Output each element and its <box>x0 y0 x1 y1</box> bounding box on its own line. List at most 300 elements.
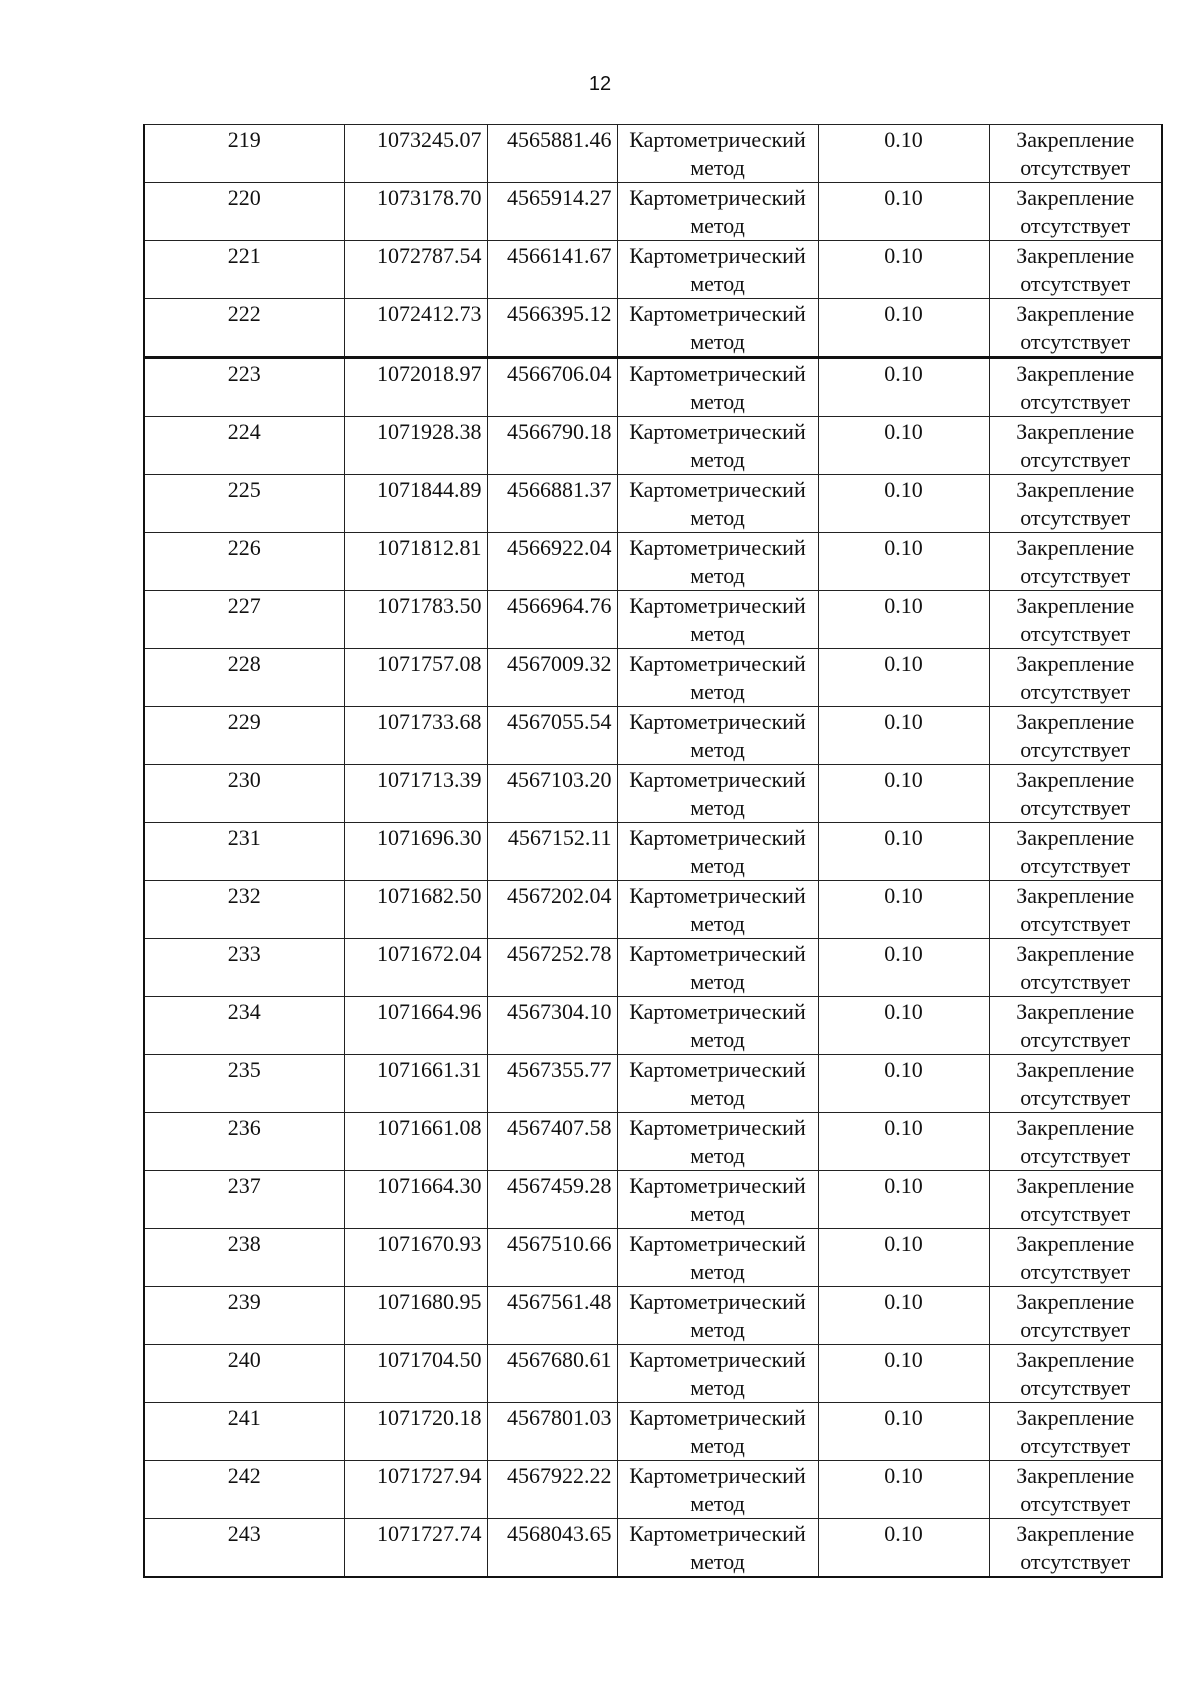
x-coordinate-cell <box>344 183 487 241</box>
accuracy-cell <box>818 358 989 417</box>
description-cell <box>989 939 1162 997</box>
point-number-cell <box>144 1113 344 1171</box>
point-number-cell-text: 220 <box>227 185 261 210</box>
y-coordinate-cell-text: 4567252.78 <box>507 941 612 966</box>
point-number-cell <box>144 765 344 823</box>
x-coordinate-cell <box>344 1171 487 1229</box>
description-cell-text: Закрепление отсутствует <box>1016 1521 1135 1574</box>
accuracy-cell <box>818 881 989 939</box>
method-cell <box>617 649 818 707</box>
method-cell-text: Картометрический метод <box>629 477 806 530</box>
accuracy-cell-text: 0.10 <box>884 243 923 268</box>
point-number-cell <box>144 475 344 533</box>
y-coordinate-cell-text: 4567009.32 <box>507 651 612 676</box>
y-coordinate-cell <box>487 1229 617 1287</box>
method-cell-text: Картометрический метод <box>629 361 806 414</box>
point-number-cell-text: 242 <box>227 1463 261 1488</box>
x-coordinate-cell-text: 1072787.54 <box>377 243 482 268</box>
point-number-cell-text: 233 <box>227 941 261 966</box>
y-coordinate-cell <box>487 533 617 591</box>
accuracy-cell <box>818 417 989 475</box>
accuracy-cell <box>818 997 989 1055</box>
table-row <box>144 125 1162 183</box>
method-cell <box>617 1461 818 1519</box>
method-cell <box>617 591 818 649</box>
x-coordinate-cell <box>344 1461 487 1519</box>
y-coordinate-cell-text: 4567561.48 <box>507 1289 612 1314</box>
description-cell <box>989 299 1162 358</box>
x-coordinate-cell-text: 1071720.18 <box>377 1405 482 1430</box>
accuracy-cell-text: 0.10 <box>884 477 923 502</box>
y-coordinate-cell-text: 4566964.76 <box>507 593 612 618</box>
y-coordinate-cell <box>487 939 617 997</box>
y-coordinate-cell <box>487 358 617 417</box>
x-coordinate-cell <box>344 1113 487 1171</box>
x-coordinate-cell-text: 1071664.30 <box>377 1173 482 1198</box>
description-cell <box>989 1113 1162 1171</box>
accuracy-cell-text: 0.10 <box>884 941 923 966</box>
point-number-cell <box>144 358 344 417</box>
description-cell <box>989 1287 1162 1345</box>
y-coordinate-cell-text: 4565914.27 <box>507 185 612 210</box>
y-coordinate-cell <box>487 1113 617 1171</box>
x-coordinate-cell <box>344 881 487 939</box>
point-number-cell-text: 221 <box>227 243 261 268</box>
description-cell-text: Закрепление отсутствует <box>1016 651 1135 704</box>
method-cell-text: Картометрический метод <box>629 883 806 936</box>
method-cell-text: Картометрический метод <box>629 999 806 1052</box>
method-cell <box>617 765 818 823</box>
y-coordinate-cell <box>487 1287 617 1345</box>
x-coordinate-cell <box>344 1403 487 1461</box>
method-cell-text: Картометрический метод <box>629 825 806 878</box>
method-cell <box>617 125 818 183</box>
y-coordinate-cell <box>487 475 617 533</box>
method-cell <box>617 1113 818 1171</box>
accuracy-cell-text: 0.10 <box>884 535 923 560</box>
x-coordinate-cell <box>344 1345 487 1403</box>
point-number-cell <box>144 241 344 299</box>
x-coordinate-cell <box>344 241 487 299</box>
y-coordinate-cell-text: 4567304.10 <box>507 999 612 1024</box>
point-number-cell <box>144 649 344 707</box>
description-cell-text: Закрепление отсутствует <box>1016 1173 1135 1226</box>
point-number-cell <box>144 299 344 358</box>
description-cell-text: Закрепление отсутствует <box>1016 1347 1135 1400</box>
table-row <box>144 1461 1162 1519</box>
x-coordinate-cell-text: 1072412.73 <box>377 301 482 326</box>
table-row <box>144 823 1162 881</box>
method-cell-text: Картометрический метод <box>629 651 806 704</box>
x-coordinate-cell-text: 1071713.39 <box>377 767 482 792</box>
method-cell <box>617 1519 818 1578</box>
description-cell <box>989 765 1162 823</box>
x-coordinate-cell <box>344 649 487 707</box>
table-row <box>144 417 1162 475</box>
accuracy-cell <box>818 1113 989 1171</box>
table-row <box>144 1403 1162 1461</box>
x-coordinate-cell-text: 1073245.07 <box>377 127 482 152</box>
point-number-cell <box>144 939 344 997</box>
y-coordinate-cell <box>487 1171 617 1229</box>
point-number-cell <box>144 417 344 475</box>
x-coordinate-cell <box>344 1287 487 1345</box>
table-row <box>144 591 1162 649</box>
x-coordinate-cell-text: 1071661.08 <box>377 1115 482 1140</box>
table-row <box>144 241 1162 299</box>
point-number-cell-text: 235 <box>227 1057 261 1082</box>
point-number-cell-text: 241 <box>227 1405 261 1430</box>
x-coordinate-cell <box>344 591 487 649</box>
method-cell <box>617 707 818 765</box>
method-cell <box>617 183 818 241</box>
point-number-cell <box>144 183 344 241</box>
accuracy-cell-text: 0.10 <box>884 301 923 326</box>
point-number-cell <box>144 1055 344 1113</box>
accuracy-cell <box>818 475 989 533</box>
table-row <box>144 299 1162 358</box>
description-cell <box>989 183 1162 241</box>
page-number: 12 <box>588 73 612 95</box>
description-cell-text: Закрепление отсутствует <box>1016 941 1135 994</box>
description-cell <box>989 125 1162 183</box>
point-number-cell <box>144 823 344 881</box>
method-cell <box>617 1287 818 1345</box>
x-coordinate-cell-text: 1073178.70 <box>377 185 482 210</box>
x-coordinate-cell-text: 1071704.50 <box>377 1347 482 1372</box>
description-cell <box>989 1519 1162 1578</box>
accuracy-cell <box>818 707 989 765</box>
point-number-cell-text: 230 <box>227 767 261 792</box>
method-cell <box>617 1171 818 1229</box>
description-cell-text: Закрепление отсутствует <box>1016 419 1135 472</box>
accuracy-cell <box>818 649 989 707</box>
accuracy-cell <box>818 765 989 823</box>
method-cell <box>617 475 818 533</box>
accuracy-cell-text: 0.10 <box>884 709 923 734</box>
accuracy-cell <box>818 1287 989 1345</box>
table-row <box>144 1171 1162 1229</box>
description-cell-text: Закрепление отсутствует <box>1016 477 1135 530</box>
method-cell <box>617 417 818 475</box>
accuracy-cell <box>818 1229 989 1287</box>
point-number-cell-text: 243 <box>227 1521 261 1546</box>
table-row <box>144 881 1162 939</box>
point-number-cell-text: 237 <box>227 1173 261 1198</box>
accuracy-cell-text: 0.10 <box>884 1347 923 1372</box>
table-row <box>144 1055 1162 1113</box>
description-cell-text: Закрепление отсутствует <box>1016 127 1135 180</box>
x-coordinate-cell-text: 1071680.95 <box>377 1289 482 1314</box>
method-cell <box>617 241 818 299</box>
point-number-cell-text: 226 <box>227 535 261 560</box>
point-number-cell-text: 240 <box>227 1347 261 1372</box>
point-number-cell-text: 236 <box>227 1115 261 1140</box>
y-coordinate-cell <box>487 183 617 241</box>
table-row <box>144 649 1162 707</box>
point-number-cell <box>144 1345 344 1403</box>
point-number-cell <box>144 1171 344 1229</box>
x-coordinate-cell <box>344 417 487 475</box>
point-number-cell-text: 224 <box>227 419 261 444</box>
y-coordinate-cell-text: 4566790.18 <box>507 419 612 444</box>
accuracy-cell-text: 0.10 <box>884 825 923 850</box>
accuracy-cell <box>818 591 989 649</box>
point-number-cell <box>144 1461 344 1519</box>
point-number-cell-text: 229 <box>227 709 261 734</box>
x-coordinate-cell-text: 1072018.97 <box>377 361 482 386</box>
x-coordinate-cell <box>344 765 487 823</box>
table-row <box>144 1345 1162 1403</box>
y-coordinate-cell <box>487 241 617 299</box>
y-coordinate-cell <box>487 707 617 765</box>
description-cell <box>989 823 1162 881</box>
table-row <box>144 475 1162 533</box>
point-number-cell <box>144 591 344 649</box>
x-coordinate-cell <box>344 358 487 417</box>
method-cell <box>617 299 818 358</box>
coordinates-table <box>143 124 1163 1578</box>
description-cell <box>989 997 1162 1055</box>
description-cell <box>989 591 1162 649</box>
y-coordinate-cell-text: 4566706.04 <box>507 361 612 386</box>
method-cell <box>617 1403 818 1461</box>
point-number-cell <box>144 881 344 939</box>
x-coordinate-cell <box>344 1229 487 1287</box>
y-coordinate-cell-text: 4565881.46 <box>507 127 612 152</box>
method-cell-text: Картометрический метод <box>629 243 806 296</box>
point-number-cell-text: 239 <box>227 1289 261 1314</box>
y-coordinate-cell-text: 4566395.12 <box>507 301 612 326</box>
description-cell-text: Закрепление отсутствует <box>1016 709 1135 762</box>
point-number-cell-text: 238 <box>227 1231 261 1256</box>
accuracy-cell-text: 0.10 <box>884 1231 923 1256</box>
y-coordinate-cell-text: 4567202.04 <box>507 883 612 908</box>
y-coordinate-cell <box>487 125 617 183</box>
y-coordinate-cell-text: 4567407.58 <box>507 1115 612 1140</box>
y-coordinate-cell <box>487 1345 617 1403</box>
table-row <box>144 997 1162 1055</box>
x-coordinate-cell <box>344 1519 487 1578</box>
y-coordinate-cell-text: 4567355.77 <box>507 1057 612 1082</box>
description-cell-text: Закрепление отсутствует <box>1016 767 1135 820</box>
x-coordinate-cell <box>344 707 487 765</box>
description-cell-text: Закрепление отсутствует <box>1016 593 1135 646</box>
x-coordinate-cell-text: 1071727.74 <box>377 1521 482 1546</box>
accuracy-cell <box>818 125 989 183</box>
y-coordinate-cell-text: 4567459.28 <box>507 1173 612 1198</box>
point-number-cell <box>144 1519 344 1578</box>
description-cell-text: Закрепление отсутствует <box>1016 243 1135 296</box>
y-coordinate-cell-text: 4567103.20 <box>507 767 612 792</box>
x-coordinate-cell-text: 1071661.31 <box>377 1057 482 1082</box>
description-cell <box>989 881 1162 939</box>
accuracy-cell <box>818 1519 989 1578</box>
y-coordinate-cell-text: 4567801.03 <box>507 1405 612 1430</box>
y-coordinate-cell <box>487 1055 617 1113</box>
method-cell-text: Картометрический метод <box>629 1115 806 1168</box>
y-coordinate-cell <box>487 591 617 649</box>
x-coordinate-cell <box>344 475 487 533</box>
y-coordinate-cell <box>487 823 617 881</box>
accuracy-cell-text: 0.10 <box>884 361 923 386</box>
accuracy-cell-text: 0.10 <box>884 419 923 444</box>
y-coordinate-cell-text: 4567680.61 <box>507 1347 612 1372</box>
description-cell-text: Закрепление отсутствует <box>1016 1463 1135 1516</box>
accuracy-cell <box>818 1055 989 1113</box>
accuracy-cell-text: 0.10 <box>884 651 923 676</box>
method-cell-text: Картометрический метод <box>629 1173 806 1226</box>
description-cell <box>989 1345 1162 1403</box>
accuracy-cell <box>818 939 989 997</box>
x-coordinate-cell-text: 1071733.68 <box>377 709 482 734</box>
x-coordinate-cell <box>344 299 487 358</box>
y-coordinate-cell <box>487 1519 617 1578</box>
y-coordinate-cell-text: 4566922.04 <box>507 535 612 560</box>
method-cell <box>617 997 818 1055</box>
method-cell-text: Картометрический метод <box>629 593 806 646</box>
description-cell-text: Закрепление отсутствует <box>1016 883 1135 936</box>
accuracy-cell-text: 0.10 <box>884 593 923 618</box>
method-cell-text: Картометрический метод <box>629 185 806 238</box>
method-cell-text: Картометрический метод <box>629 1405 806 1458</box>
description-cell <box>989 1403 1162 1461</box>
y-coordinate-cell-text: 4567510.66 <box>507 1231 612 1256</box>
y-coordinate-cell <box>487 649 617 707</box>
accuracy-cell <box>818 1461 989 1519</box>
y-coordinate-cell-text: 4568043.65 <box>507 1521 612 1546</box>
description-cell-text: Закрепление отсутствует <box>1016 185 1135 238</box>
y-coordinate-cell-text: 4566141.67 <box>507 243 612 268</box>
method-cell-text: Картометрический метод <box>629 709 806 762</box>
accuracy-cell-text: 0.10 <box>884 185 923 210</box>
x-coordinate-cell-text: 1071727.94 <box>377 1463 482 1488</box>
method-cell-text: Картометрический метод <box>629 941 806 994</box>
method-cell <box>617 1345 818 1403</box>
description-cell <box>989 533 1162 591</box>
point-number-cell-text: 234 <box>227 999 261 1024</box>
y-coordinate-cell-text: 4567055.54 <box>507 709 612 734</box>
method-cell-text: Картометрический метод <box>629 535 806 588</box>
description-cell-text: Закрепление отсутствует <box>1016 1289 1135 1342</box>
description-cell-text: Закрепление отсутствует <box>1016 535 1135 588</box>
x-coordinate-cell-text: 1071928.38 <box>377 419 482 444</box>
x-coordinate-cell <box>344 125 487 183</box>
point-number-cell <box>144 1403 344 1461</box>
method-cell-text: Картометрический метод <box>629 1057 806 1110</box>
y-coordinate-cell <box>487 299 617 358</box>
method-cell-text: Картометрический метод <box>629 1521 806 1574</box>
method-cell <box>617 358 818 417</box>
y-coordinate-cell-text: 4566881.37 <box>507 477 612 502</box>
accuracy-cell-text: 0.10 <box>884 767 923 792</box>
point-number-cell <box>144 125 344 183</box>
point-number-cell-text: 223 <box>227 361 261 386</box>
description-cell <box>989 475 1162 533</box>
point-number-cell-text: 222 <box>227 301 261 326</box>
description-cell-text: Закрепление отсутствует <box>1016 1405 1135 1458</box>
accuracy-cell <box>818 299 989 358</box>
x-coordinate-cell-text: 1071682.50 <box>377 883 482 908</box>
table-row <box>144 939 1162 997</box>
accuracy-cell-text: 0.10 <box>884 1463 923 1488</box>
point-number-cell <box>144 533 344 591</box>
x-coordinate-cell <box>344 939 487 997</box>
description-cell <box>989 1229 1162 1287</box>
description-cell <box>989 1171 1162 1229</box>
table-row <box>144 1229 1162 1287</box>
x-coordinate-cell-text: 1071670.93 <box>377 1231 482 1256</box>
method-cell <box>617 533 818 591</box>
y-coordinate-cell <box>487 1403 617 1461</box>
x-coordinate-cell-text: 1071696.30 <box>377 825 482 850</box>
table-row <box>144 707 1162 765</box>
accuracy-cell-text: 0.10 <box>884 1289 923 1314</box>
method-cell-text: Картометрический метод <box>629 301 806 354</box>
accuracy-cell-text: 0.10 <box>884 1115 923 1140</box>
description-cell <box>989 1055 1162 1113</box>
coordinates-table-body <box>144 125 1162 1578</box>
accuracy-cell-text: 0.10 <box>884 127 923 152</box>
point-number-cell-text: 227 <box>227 593 261 618</box>
description-cell-text: Закрепление отсутствует <box>1016 825 1135 878</box>
table-row <box>144 1113 1162 1171</box>
point-number-cell-text: 231 <box>227 825 261 850</box>
description-cell-text: Закрепление отсутствует <box>1016 1057 1135 1110</box>
y-coordinate-cell-text: 4567152.11 <box>507 825 612 850</box>
point-number-cell <box>144 707 344 765</box>
accuracy-cell <box>818 1171 989 1229</box>
method-cell-text: Картометрический метод <box>629 767 806 820</box>
point-number-cell-text: 228 <box>227 651 261 676</box>
description-cell-text: Закрепление отсутствует <box>1016 361 1135 414</box>
table-row <box>144 358 1162 417</box>
description-cell <box>989 417 1162 475</box>
method-cell <box>617 1055 818 1113</box>
point-number-cell-text: 225 <box>227 477 261 502</box>
description-cell <box>989 358 1162 417</box>
description-cell-text: Закрепление отсутствует <box>1016 999 1135 1052</box>
table-row <box>144 533 1162 591</box>
x-coordinate-cell <box>344 997 487 1055</box>
method-cell-text: Картометрический метод <box>629 1231 806 1284</box>
accuracy-cell <box>818 1403 989 1461</box>
accuracy-cell-text: 0.10 <box>884 1173 923 1198</box>
point-number-cell <box>144 1287 344 1345</box>
method-cell <box>617 881 818 939</box>
description-cell <box>989 707 1162 765</box>
accuracy-cell <box>818 823 989 881</box>
table-row <box>144 765 1162 823</box>
x-coordinate-cell <box>344 1055 487 1113</box>
accuracy-cell-text: 0.10 <box>884 1405 923 1430</box>
method-cell <box>617 1229 818 1287</box>
x-coordinate-cell-text: 1071812.81 <box>377 535 482 560</box>
method-cell-text: Картометрический метод <box>629 419 806 472</box>
y-coordinate-cell <box>487 765 617 823</box>
x-coordinate-cell-text: 1071664.96 <box>377 999 482 1024</box>
method-cell-text: Картометрический метод <box>629 127 806 180</box>
accuracy-cell-text: 0.10 <box>884 999 923 1024</box>
x-coordinate-cell <box>344 533 487 591</box>
point-number-cell-text: 232 <box>227 883 261 908</box>
method-cell <box>617 939 818 997</box>
x-coordinate-cell-text: 1071672.04 <box>377 941 482 966</box>
y-coordinate-cell <box>487 881 617 939</box>
accuracy-cell-text: 0.10 <box>884 883 923 908</box>
description-cell <box>989 241 1162 299</box>
accuracy-cell-text: 0.10 <box>884 1521 923 1546</box>
